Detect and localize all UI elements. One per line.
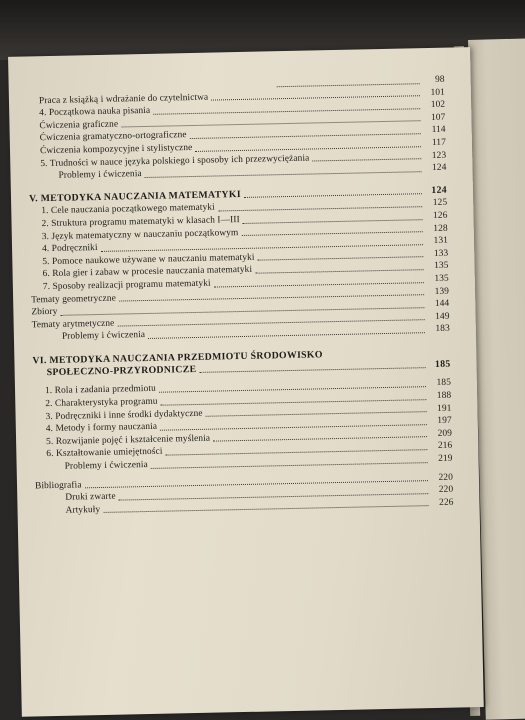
toc-entry-title: 2. Charakterystyka programu	[45, 396, 158, 410]
toc-entry-title: Zbiory	[31, 306, 58, 318]
toc-entry-title: Artykuły	[65, 504, 101, 516]
toc-entry-page: 191	[437, 403, 452, 414]
book-page	[8, 47, 484, 717]
toc-entry-title: Ćwiczenia kompozycyjne i stylistyczne	[39, 142, 193, 157]
toc-entry-title: Praca z książką i wdrażanie do czytelnictwa	[38, 92, 209, 106]
toc-entry-page: 220	[438, 484, 454, 496]
toc-entry-page: 144	[434, 298, 450, 310]
toc-entry-page: 197	[437, 415, 452, 427]
toc-entry-title: 3. Język matematyczny w nauczaniu początkowym	[41, 227, 239, 242]
toc-entry-title: 1. Cele nauczania początkowego matematyki	[41, 202, 215, 217]
toc-entry-page: 149	[435, 311, 450, 322]
toc-entry-title: 1. Rola i zadania przedmiotu	[44, 384, 156, 397]
toc-entry-page: 209	[437, 428, 453, 439]
toc-entry-page: 183	[435, 323, 450, 335]
toc-entry-page: 139	[434, 286, 450, 297]
toc-entry-title: 5. Pomoce naukowe używane w nauczaniu matematyki	[42, 252, 255, 267]
toc-entry-title: 5. Rozwijanie pojęć i kształcenie myślenia	[46, 433, 211, 447]
toc-entry-title: 4. Początkowa nauka pisania	[39, 106, 151, 119]
bibliography-list	[35, 471, 454, 518]
chapter-vi-list	[33, 377, 453, 474]
toc-entry-page: 216	[437, 441, 453, 452]
toc-entry-title: Bibliografia	[34, 480, 82, 491]
toc-entry-title: Problemy i ćwiczenia	[58, 169, 142, 181]
section-iv-list	[27, 86, 447, 183]
toc-entry-page: 126	[432, 210, 448, 221]
toc-entry-title: 6. Kształtowanie umiejętności	[46, 447, 163, 460]
toc-entry-page: 135	[434, 260, 449, 272]
toc-entry-title: 5. Trudności w nauce języka polskiego i sposoby ich przezwyciężania	[40, 153, 310, 169]
toc-entry-page: 131	[433, 235, 449, 247]
toc-entry-page: 226	[439, 497, 454, 508]
toc-entry-page: 220	[438, 472, 454, 483]
toc-entry-page: 185	[436, 378, 452, 389]
chapter-v-heading: V. METODYKA NAUCZANIA MATEMATYKI 124	[28, 184, 448, 205]
toc-entry-title: Problemy i ćwiczenia	[64, 460, 148, 472]
toc-entry-title: Tematy geometryczne	[31, 293, 117, 305]
toc-entry-page: 114	[431, 125, 446, 136]
toc-entry-title: 7. Sposoby realizacji programu matematyki	[42, 278, 211, 293]
dot-leader	[312, 158, 421, 161]
toc-entry-title: Tematy arytmetyczne	[31, 318, 115, 331]
toc-entry-title: 4. Metody i formy nauczania	[45, 422, 158, 435]
toc-entry-title: 6. Rola gier i zabaw w procesie nauczania matematyki	[42, 265, 253, 280]
toc-entry-page: 135	[434, 273, 449, 284]
chapter-vi-heading-line1: VI. METODYKA NAUCZANIA PRZEDMIOTU ŚRODOWISKO	[32, 349, 323, 367]
dot-leader	[103, 506, 428, 514]
toc-entry-title: Druki zwarte	[65, 491, 116, 503]
toc-entry-page: 101	[430, 87, 445, 98]
toc-entry-title: Ćwiczenia graficzne	[39, 119, 119, 131]
toc-entry-page: 123	[431, 150, 447, 161]
toc-entry-page: 124	[431, 162, 447, 174]
toc-entry-page: 128	[433, 223, 448, 234]
toc-entry-page: 219	[438, 453, 453, 464]
toc-entry-title: 2. Struktura programu matematyki w klasach I—III	[41, 214, 240, 230]
toc-entry-page: 102	[430, 99, 446, 111]
toc-entry-page: 117	[431, 137, 447, 148]
toc-entry-title: 3. Podręczniki i inne środki dydaktyczne	[45, 408, 203, 422]
toc-entry-page: 125	[432, 198, 448, 209]
chapter-vi-heading-line2: SPOŁECZNO-PRZYRODNICZE 185	[46, 358, 451, 378]
table-of-contents	[27, 74, 454, 518]
toc-entry-page: 188	[436, 390, 452, 401]
toc-entry-title: 4. Podręczniki	[41, 243, 98, 255]
chapter-v-list	[29, 197, 450, 344]
toc-entry-title: Problemy i ćwiczenia	[61, 330, 146, 343]
toc-row-first-page: 98	[27, 74, 445, 95]
toc-entry-page: 107	[430, 112, 446, 123]
toc-entry-page: 133	[433, 248, 449, 259]
toc-entry-title: Ćwiczenia gramatyczno-ortograficzne	[39, 130, 187, 144]
